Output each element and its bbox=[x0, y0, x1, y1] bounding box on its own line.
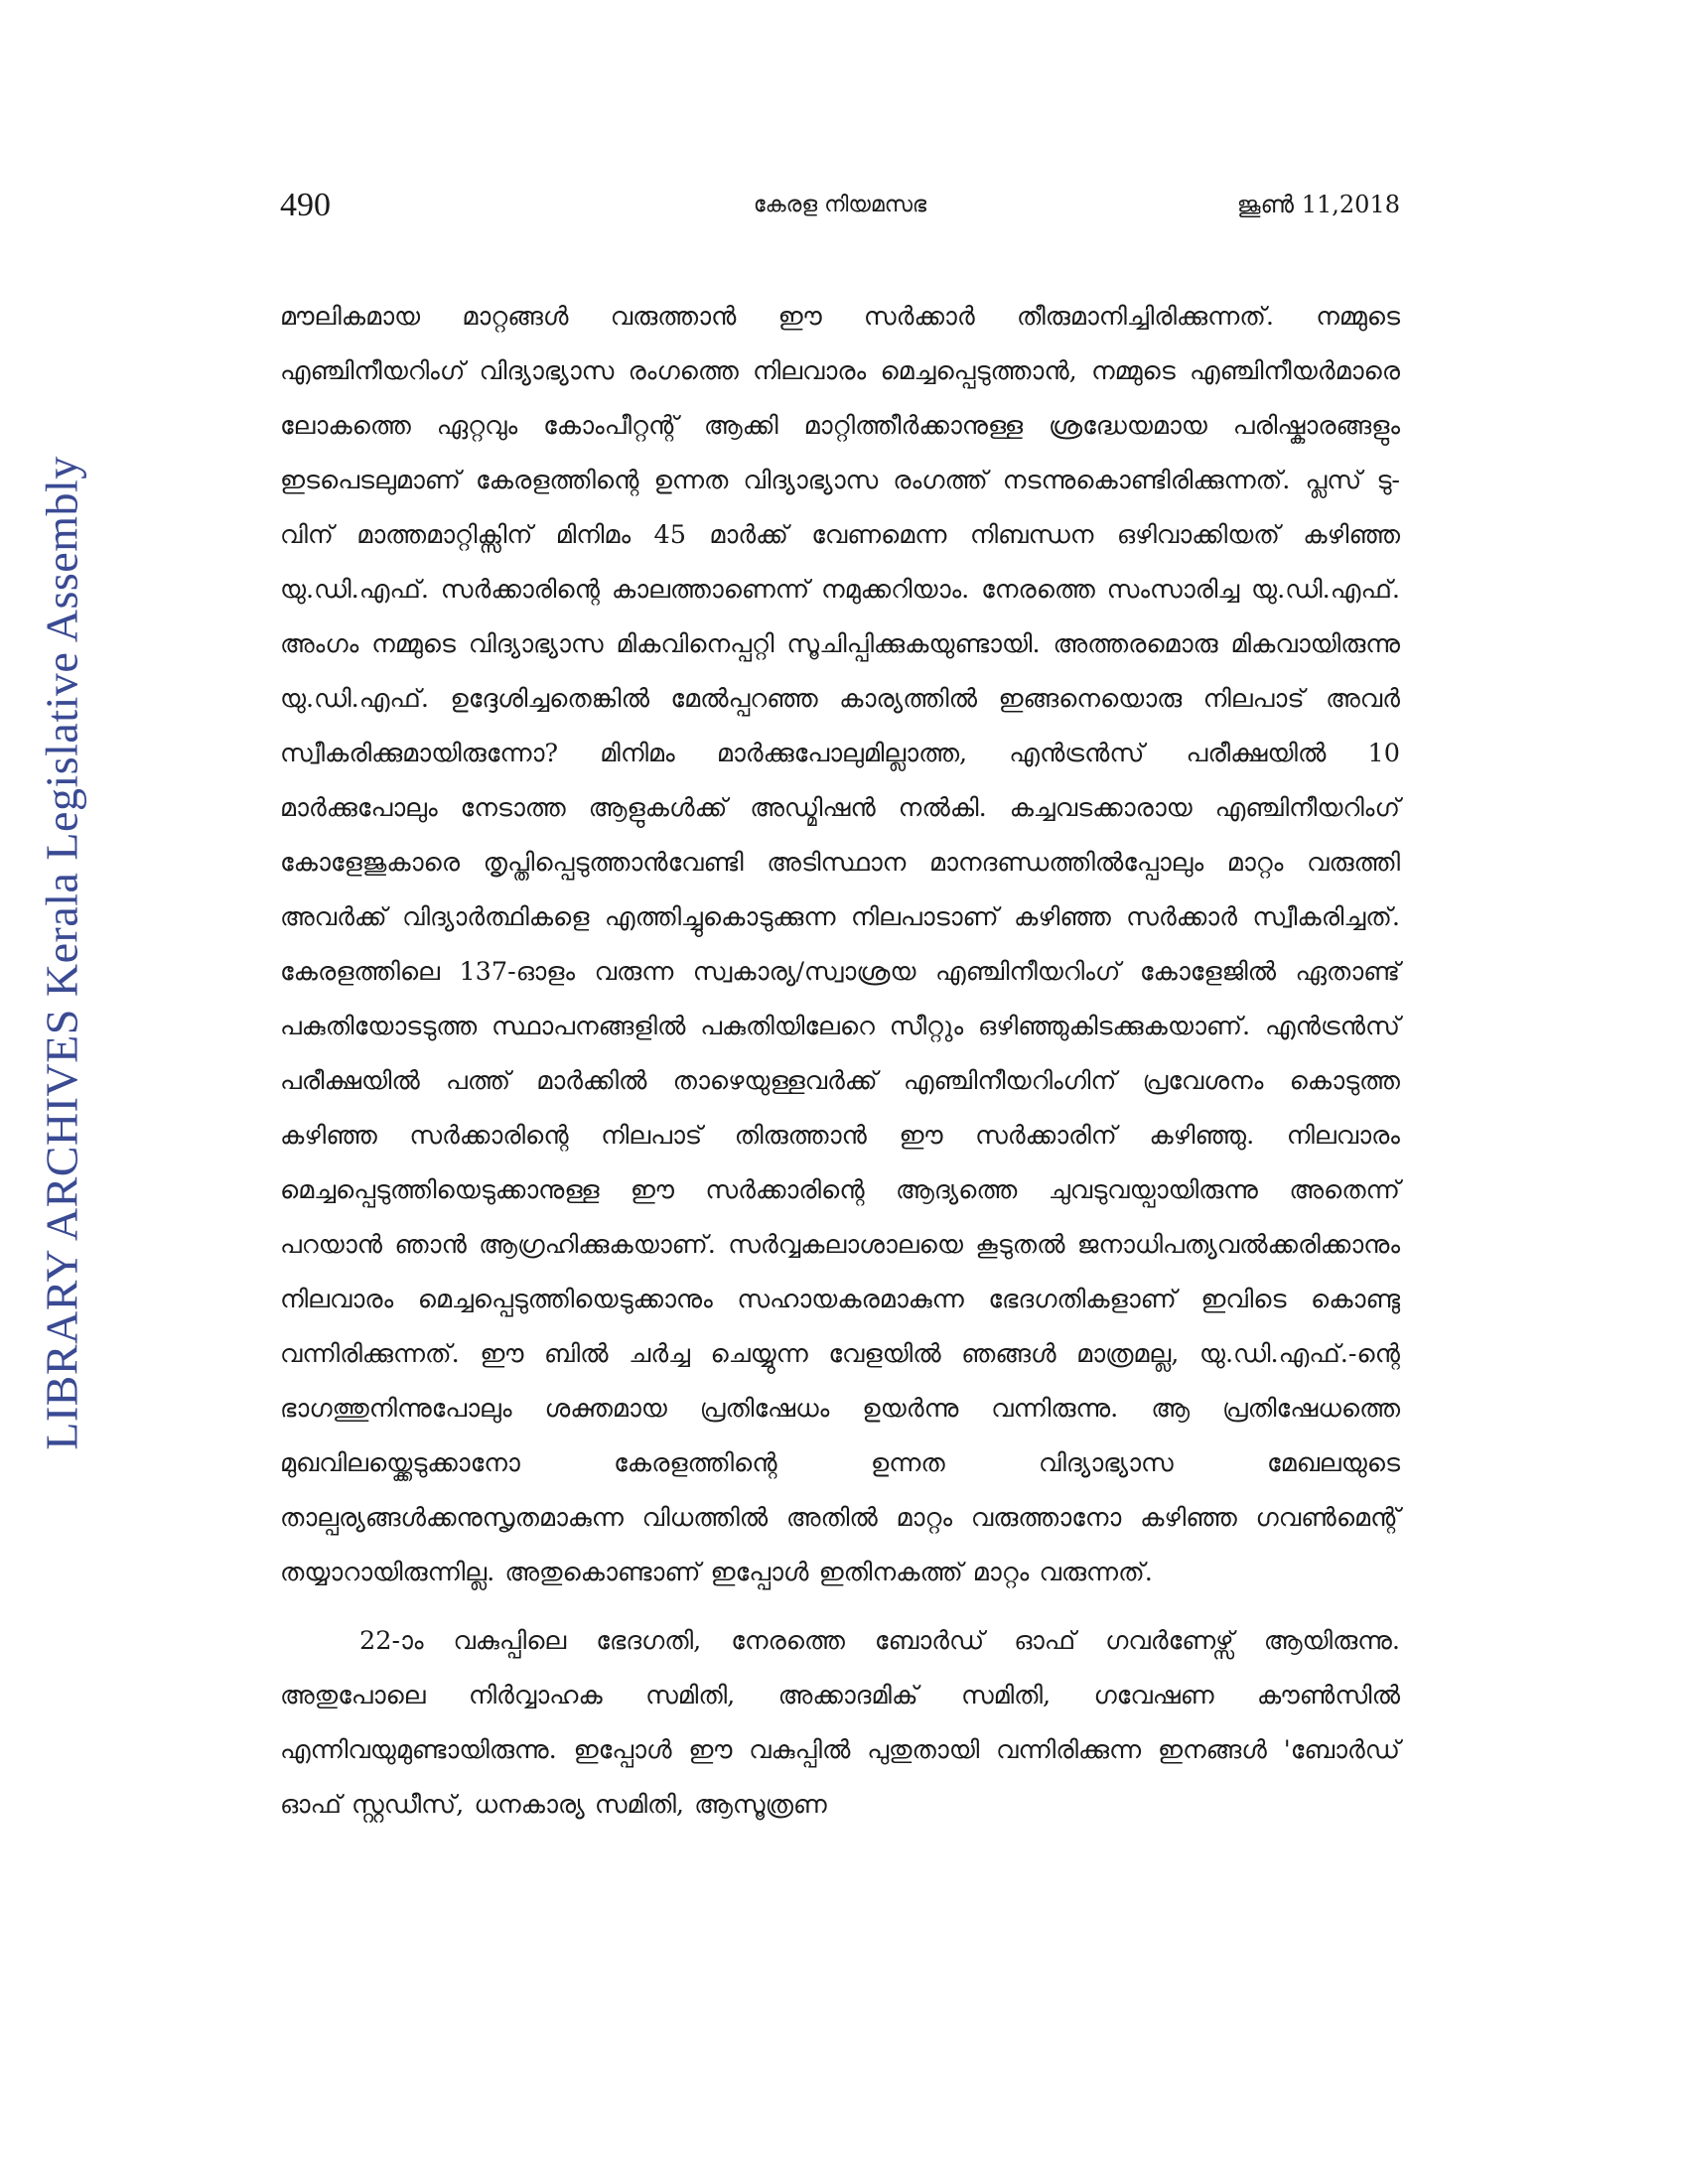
running-title: കേരള നിയമസഭ bbox=[753, 193, 927, 217]
page-number: 490 bbox=[280, 187, 331, 223]
page-header bbox=[280, 187, 1400, 236]
paragraph: മൗലികമായ മാറ്റങ്ങൾ വരുത്താൻ ഈ സർക്കാർ തീരുമാനിച്ചിരിക്കുന്നത്. നമ്മുടെ എഞ്ചിനീയറിംഗ് വിദ്യാഭ്യാസ രംഗത്തെ നിലവാരം മെച്ചപ്പെടുത്താൻ, നമ്മുടെ എഞ്ചിനീയർമാരെ ലോകത്തെ ഏറ്റവും കോംപീറ്റന്റ് ആക്കി മാറ്റിത്തീർക്കാനുള്ള ശ്രദ്ധേയമായ പരിഷ്കാരങ്ങളും ഇടപെടലുമാണ് കേരളത്തിന്റെ ഉന്നത വിദ്യാഭ്യാസ രംഗത്ത് നടന്നുകൊണ്ടിരിക്കുന്നത്. പ്ലസ് ടു-വിന് മാത്തമാറ്റിക്സിന് മിനിമം 45 മാർക്ക് വേണമെന്ന നിബന്ധന ഒഴിവാക്കിയത് കഴിഞ്ഞ യു.ഡി.എഫ്. സർക്കാരിന്റെ കാലത്താണെന്ന് നമുക്കറിയാം. നേരത്തെ സംസാരിച്ച യു.ഡി.എഫ്. അംഗം നമ്മുടെ വിദ്യാഭ്യാസ മികവിനെപ്പറ്റി സൂചിപ്പിക്കുകയുണ്ടായി. അത്തരമൊരു മികവായിരുന്നു യു.ഡി.എഫ്. ഉദ്ദേശിച്ചതെങ്കിൽ മേൽപ്പറഞ്ഞ കാര്യത്തിൽ ഇങ്ങനെയൊരു നിലപാട് അവർ സ്വീകരിക്കുമായിരുന്നോ? മിനിമം മാർക്കുപോലുമില്ലാത്ത, എൻട്രൻസ് പരീക്ഷയിൽ 10 മാർക്കുപോലും നേടാത്ത ആളുകൾക്ക് അഡ്മിഷൻ നൽകി. കച്ചവടക്കാരായ എഞ്ചിനീയറിംഗ് കോളേജുകാരെ തൃപ്തിപ്പെടുത്താൻവേണ്ടി അടിസ്ഥാന മാനദണ്ഡത്തിൽപ്പോലും മാറ്റം വരുത്തി അവർക്ക് വിദ്യാർത്ഥികളെ എത്തിച്ചുകൊടുക്കുന്ന നിലപാടാണ് കഴിഞ്ഞ സർക്കാർ സ്വീകരിച്ചത്. കേരളത്തിലെ 137-ഓളം വരുന്ന സ്വകാര്യ/സ്വാശ്രയ എഞ്ചിനീയറിംഗ് കോളേജിൽ ഏതാണ്ട് പകുതിയോടടുത്ത സ്ഥാപനങ്ങളിൽ പകുതിയിലേറെ സീറ്റും ഒഴിഞ്ഞുകിടക്കുകയാണ്. എൻട്രൻസ് പരീക്ഷയിൽ പത്ത് മാർക്കിൽ താഴെയുള്ളവർക്ക് എഞ്ചിനീയറിംഗിന് പ്രവേശനം കൊടുത്ത കഴിഞ്ഞ സർക്കാരിന്റെ നിലപാട് തിരുത്താൻ ഈ സർക്കാരിന് കഴിഞ്ഞു. നിലവാരം മെച്ചപ്പെടുത്തിയെടുക്കാനുള്ള ഈ സർക്കാരിന്റെ ആദ്യത്തെ ചുവടുവയ്പായിരുന്നു അതെന്ന് പറയാൻ ഞാൻ ആഗ്രഹിക്കുകയാണ്. സർവ്വകലാശാലയെ കൂടുതൽ ജനാധിപത്യവൽക്കരിക്കാനും നിലവാരം മെച്ചപ്പെടുത്തിയെടുക്കാനും സഹായകരമാകുന്ന ഭേദഗതികളാണ് ഇവിടെ കൊണ്ടു വന്നിരിക്കുന്നത്. ഈ ബിൽ ചർച്ച ചെയ്യുന്ന വേളയിൽ ഞങ്ങൾ മാത്രമല്ല, യു.ഡി.എഫ്.-ന്റെ ഭാഗത്തുനിന്നുപോലും ശക്തമായ പ്രതിഷേധം ഉയർന്നു വന്നിരുന്നു. ആ പ്രതിഷേധത്തെ മുഖവിലയ്ക്കെടുക്കാനോ കേരളത്തിന്റെ ഉന്നത വിദ്യാഭ്യാസ മേഖലയുടെ താല്പര്യങ്ങൾക്കനുസൃതമാകുന്ന വിധത്തിൽ അതിൽ മാറ്റം വരുത്താനോ കഴിഞ്ഞ ഗവൺമെന്റ് തയ്യാറായിരുന്നില്ല. അതുകൊണ്ടാണ് ഇപ്പോൾ ഇതിനകത്ത് മാറ്റം വരുന്നത്. bbox=[280, 302, 1400, 1587]
archive-watermark: LIBRARY ARCHIVES Kerala Legislative Assembly bbox=[36, 456, 87, 1450]
header-date: ജൂൺ 11,2018 bbox=[1236, 191, 1400, 218]
body-text bbox=[280, 290, 1400, 1833]
paragraph: 22-ാം വകുപ്പിലെ ഭേദഗതി, നേരത്തെ ബോർഡ് ഓഫ് ഗവർണേഴ്സ് ആയിരുന്നു. അതുപോലെ നിർവ്വാഹക സമിതി, അക്കാദമിക് സമിതി, ഗവേഷണ കൗൺസിൽ എന്നിവയുമുണ്ടായിരുന്നു. ഇപ്പോൾ ഈ വകുപ്പിൽ പുതുതായി വന്നിരിക്കുന്ന ഇനങ്ങൾ 'ബോർഡ് ഓഫ് സ്റ്റഡീസ്, ധനകാര്യ സമിതി, ആസൂത്രണ bbox=[280, 1626, 1400, 1820]
